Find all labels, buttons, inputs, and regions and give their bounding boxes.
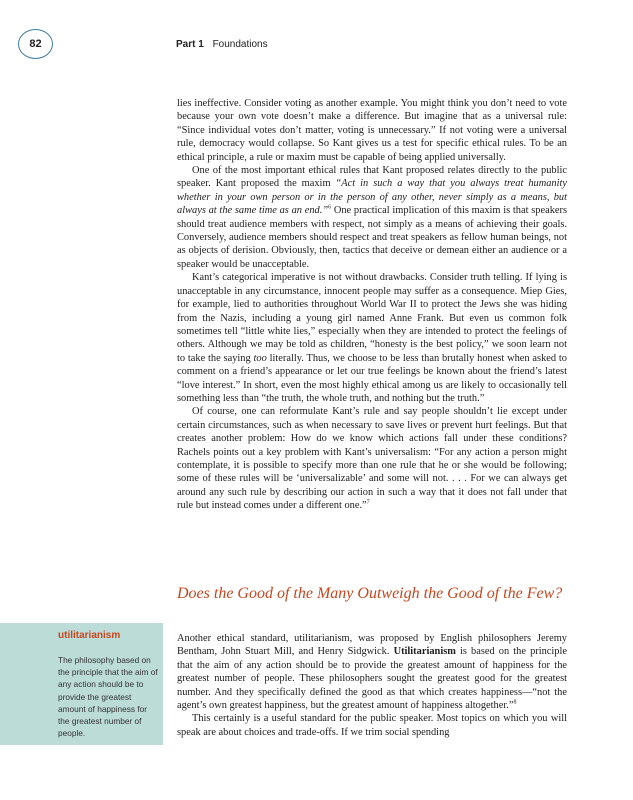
section-heading: Does the Good of the Many Outweigh the Good of the Few? <box>177 585 563 602</box>
paragraph-3-italic: too <box>253 352 267 364</box>
kant-maxim-quote: “Act in such a way that you always treat humanity whether in your own person or in the person of any other, never simply as a means, but always at the same time as an end.” <box>177 178 567 217</box>
paragraph-2-start: One of the most important ethical rules that Kant proposed relates directly to the public speaker. Kant proposed the maxim <box>177 165 567 190</box>
page-number-text: 82 <box>29 38 42 50</box>
paragraph-2 <box>177 164 567 271</box>
paragraph-3 <box>177 271 567 405</box>
utilitarianism-term: Utilitarianism <box>393 646 456 658</box>
paragraph-3-start: Kant’s categorical imperative is not without drawbacks. Consider truth telling. If lying is unacceptable in any circumstance, innocent people may suffer as a consequence. Miep Gies, for example, lied to authorities throughout World War II to protect the Jews she was hiding from the Nazis, including a young girl named Anne Frank. But even us common folk sometimes tell “little white lies,” especially when they are intended to protect the feelings of others. Although we may be told as children, “honesty is the best policy,” we soon learn not to take the saying <box>177 272 567 364</box>
section-paragraph-1 <box>177 632 567 712</box>
paragraph-4 <box>177 405 567 512</box>
paragraph-2-end: One practical implication of this maxim is that speakers should treat audience members with respect, not simply as a means of achieving their goals. Conversely, audience members should respect and treat speakers as fellow human beings, not as objects of derision. Obviously, then, tactics that deceive or demean either an audience or a speaker would be unacceptable. <box>177 205 568 270</box>
paragraph-3-end: literally. Thus, we choose to be less than brutally honest when asked to comment on a friend’s appearance or let our true feelings be known about the friend’s latest “love interest.” In short, even the most highly ethical among us are likely to occasionally tell something less than “the truth, the whole truth, and nothing but the truth.” <box>177 352 567 404</box>
section-body-text <box>177 632 567 739</box>
paragraph-4-text: Of course, one can reformulate Kant’s rule and say people shouldn’t lie except under certain circumstances, such as when necessary to save lives or prevent hurt feelings. But that creates another problem: How do we know which actions fall under these conditions? Rachels points out a key problem with Kant’s universalism: “For any action a person might contemplate, it is possible to specify more than one rule that he or she would be following; some of these rules will be ‘universalizable’ and some will not. . . . For we can always get around any such rule by describing our action in such a way that it does not fall under that rule but instead comes under a different one.” <box>177 406 567 512</box>
part-label: Part 1 <box>176 39 204 50</box>
running-head <box>176 39 268 50</box>
endnote-6: 6 <box>328 204 332 211</box>
glossary-term: utilitarianism <box>58 630 121 641</box>
section-paragraph-1-start: Another ethical standard, utilitarianism, was proposed by English philosophers Jeremy Bentham, John Stuart Mill, and Henry Sidgwick. <box>177 633 567 658</box>
body-text <box>177 97 567 513</box>
endnote-7: 7 <box>366 499 370 506</box>
section-paragraph-2: This certainly is a useful standard for the public speaker. Most topics on which you will speak are about choices and trade-offs. If we trim social spending <box>177 713 567 738</box>
section-paragraph-1-end: is based on the principle that the aim of any action should be to provide the greatest amount of happiness for the greatest number of people. These philosophers sought the greatest good for the greatest number. And they specifically defined the good as that which creates happiness—“not the agent’s own greatest happiness, but the greatest amount of happiness altogether.” <box>177 646 567 712</box>
paragraph-1: lies ineffective. Consider voting as another example. You might think you don’t need to vote because your own vote doesn’t make a difference. But imagine that as a universal rule: “Since individual votes don’t matter, voting is unnecessary.” If not voting were a universal rule, democracy would collapse. So Kant gives us a test for specific ethical rules. To be an ethical principle, a rule or maxim must be capable of being applied universally. <box>177 98 567 163</box>
glossary-definition: The philosophy based on the principle that the aim of any action should be to provide the greatest amount of happiness for the greatest number of people. <box>58 655 158 739</box>
page-number <box>18 29 53 59</box>
part-title: Foundations <box>212 39 268 50</box>
endnote-8: 8 <box>513 699 517 706</box>
